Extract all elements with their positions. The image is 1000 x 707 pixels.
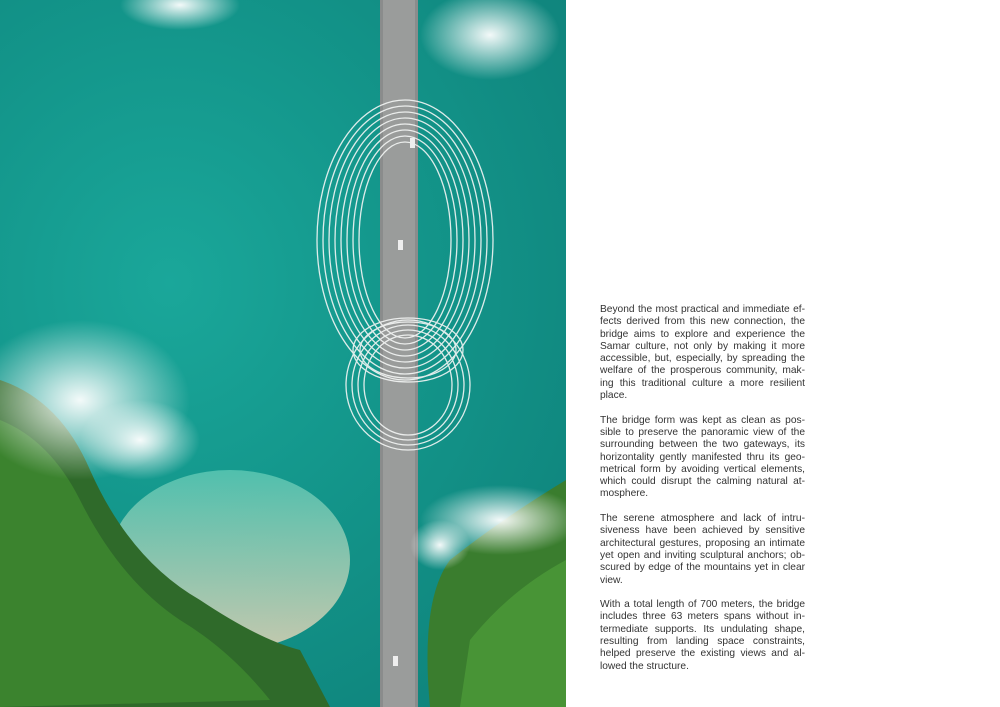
- text-line: ing this traditional culture a more resilient: [600, 377, 805, 389]
- text-line: lowed the structure.: [600, 660, 689, 672]
- text-line: termediate supports. Its undulating shape,: [600, 623, 805, 635]
- text-line: The bridge form was kept as clean as pos-: [600, 414, 805, 426]
- body-text: [600, 304, 805, 685]
- paragraph-1: [600, 304, 805, 402]
- text-line: view.: [600, 574, 623, 586]
- paragraph-2: [600, 415, 805, 501]
- text-line: With a total length of 700 meters, the bridge: [600, 599, 805, 611]
- text-line: bridge aims to explore and experience the: [600, 328, 805, 340]
- text-line: includes three 63 meters spans without in-: [600, 611, 805, 623]
- paragraph-3: [600, 513, 805, 587]
- text-line: Beyond the most practical and immediate ef-: [600, 304, 805, 315]
- text-line: yet open and inviting sculptural anchors; ob-: [600, 549, 805, 561]
- text-line: horizontality gently manifested thru its geo-: [600, 451, 805, 463]
- text-line: mosphere.: [600, 488, 649, 500]
- text-line: architectural gestures, proposing an intimate: [600, 537, 805, 549]
- text-line: fects derived from this new connection, the: [600, 316, 805, 328]
- text-line: welfare of the prosperous community, mak-: [600, 365, 805, 377]
- text-line: helped preserve the existing views and al-: [600, 648, 805, 660]
- text-line: scured by edge of the mountains yet in clear: [600, 562, 805, 574]
- text-line: metrical form by avoiding vertical elements,: [600, 463, 805, 475]
- text-line: accessible, but, especially, by spreading the: [600, 353, 805, 365]
- text-line: resulting from landing space constraints,: [600, 636, 805, 648]
- text-line: Samar culture, not only by making it more: [600, 340, 805, 352]
- text-line: place.: [600, 390, 628, 402]
- text-line: surrounding between the two gateways, its: [600, 439, 805, 451]
- text-line: The serene atmosphere and lack of intru-: [600, 513, 805, 525]
- text-line: siveness have been achieved by sensitive: [600, 525, 805, 537]
- text-line: which could disrupt the calming natural at-: [600, 476, 805, 488]
- paragraph-4: [600, 599, 805, 673]
- text-line: sible to preserve the panoramic view of the: [600, 426, 805, 438]
